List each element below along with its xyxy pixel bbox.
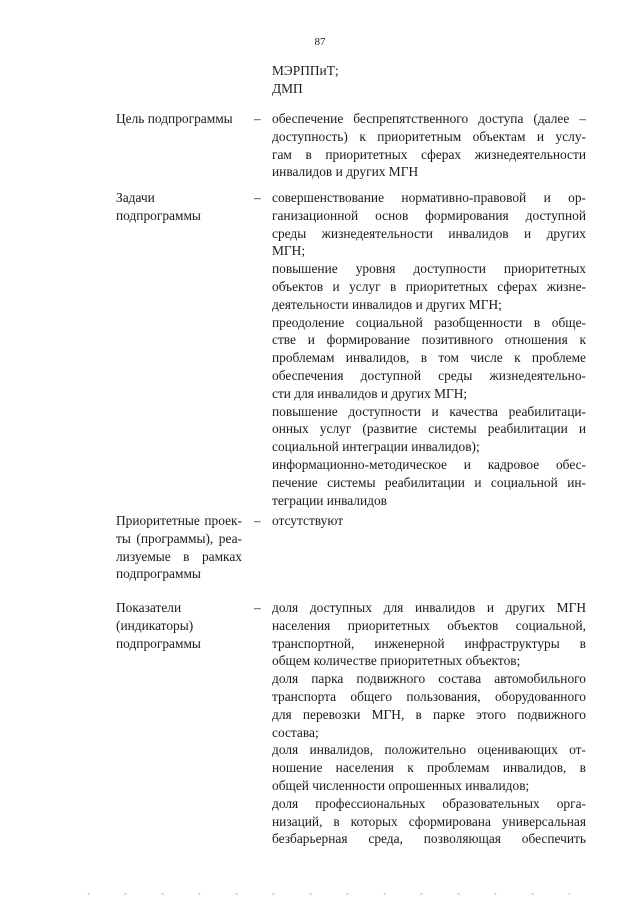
content-line: сти для инвалидов и других МГН; [272, 385, 468, 401]
content-line: обеспечения доступной среды жизнедеятельно- [272, 367, 586, 383]
responsible-executors-continuation [272, 62, 586, 98]
content-line: доля инвалидов, положительно оценивающих от- [272, 742, 586, 758]
content-line: отсутствуют [272, 513, 344, 528]
content-line: повышение доступности и качества реабилитаци- [272, 403, 586, 419]
row-label-priority-projects [116, 512, 242, 583]
content-line: инвалидов и других МГН [272, 164, 419, 180]
page-number: 87 [314, 36, 326, 48]
content-line: доля доступных для инвалидов и других МГН [272, 600, 586, 615]
content-line: среды жизнедеятельности инвалидов и других [272, 225, 586, 241]
content-line: доступность) к приоритетным объектам и услу- [272, 128, 586, 144]
content-line: МГН; [272, 243, 306, 259]
label-line: Цель подпрограммы [116, 111, 233, 126]
label-line: (индикаторы) [116, 617, 194, 633]
label-line: ты (программы), реа- [116, 530, 242, 546]
executor-line: МЭРППиТ; [272, 63, 339, 78]
content-line: проблемам инвалидов, в том числе к проблеме [272, 350, 586, 366]
content-line: ганизационной основ формирования доступной [272, 207, 586, 223]
label-line: Показатели [116, 600, 182, 615]
content-line: низаций, в которых сформирована универсальная [272, 813, 586, 829]
content-line: информационно-методическое и кадровое обес- [272, 456, 586, 472]
row-label-goal [116, 110, 242, 128]
content-line: социальной интеграции инвалидов); [272, 439, 480, 455]
label-line: подпрограммы [116, 635, 201, 651]
row-content-indicators [272, 599, 586, 848]
content-line: для перевозки МГН, в парке этого подвижного [272, 706, 586, 722]
row-dash: – [254, 600, 261, 615]
content-line: объектов и услуг в приоритетных сферах жизне- [272, 278, 586, 294]
row-content-tasks [272, 189, 586, 509]
row-content-priority-projects [272, 512, 586, 530]
content-line: безбарьерная среда, позволяющая обеспечить [272, 831, 586, 847]
content-line: гам в приоритетных сферах жизнедеятельности [272, 146, 586, 162]
row-content-goal [272, 110, 586, 181]
row-label-tasks [116, 189, 242, 225]
content-line: ношение населения к проблемам инвалидов, в [272, 760, 586, 776]
content-line: транспортной, инженерной инфраструктуры в [272, 635, 586, 651]
row-dash: – [254, 513, 261, 528]
content-line: совершенствование нормативно-правовой и ор- [272, 190, 586, 205]
content-line: состава; [272, 724, 319, 740]
content-line: населения приоритетных объектов социальной, [272, 617, 586, 633]
label-line: подпрограммы [116, 207, 201, 223]
content-line: преодоление социальной разобщенности в обще- [272, 314, 586, 330]
label-line: подпрограммы [116, 566, 201, 582]
content-line: теграции инвалидов [272, 492, 387, 508]
content-line: общей численности опрошенных инвалидов; [272, 777, 530, 793]
row-dash: – [254, 190, 261, 205]
content-line: обеспечение беспрепятственного доступа (далее – [272, 111, 586, 126]
content-line: стве и формирование позитивного отношения к [272, 332, 586, 348]
content-line: повышение уровня доступности приоритетных [272, 261, 586, 277]
content-line: доля профессиональных образовательных орга- [272, 795, 586, 811]
content-line: общем количестве приоритетных объектов; [272, 653, 521, 669]
content-line: транспорта общего пользования, оборудованного [272, 688, 586, 704]
content-line: печение системы реабилитации и социальной ин- [272, 474, 586, 490]
scan-artifact [70, 890, 570, 898]
label-line: лизуемые в рамках [116, 548, 242, 564]
row-dash: – [254, 111, 261, 126]
content-line: деятельности инвалидов и других МГН; [272, 296, 502, 312]
content-line: онных услуг (развитие системы реабилитации и [272, 421, 586, 437]
label-line: Приоритетные проек- [116, 513, 242, 528]
label-line: Задачи [116, 190, 155, 205]
row-label-indicators [116, 599, 242, 652]
content-line: доля парка подвижного состава автомобильного [272, 671, 586, 687]
executor-line: ДМП [272, 80, 303, 96]
